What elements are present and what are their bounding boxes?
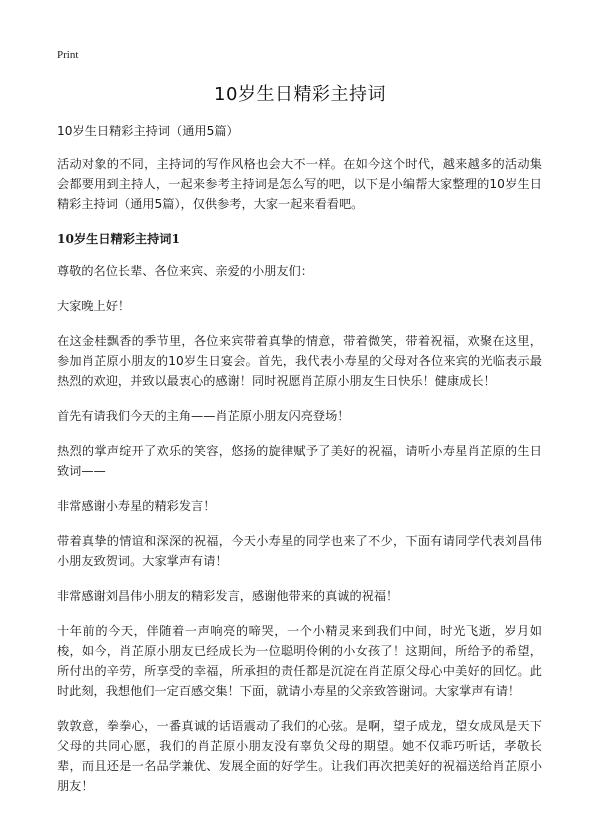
print-link[interactable]: Print: [57, 49, 79, 61]
body-paragraph: 非常感谢刘昌伟小朋友的精彩发言，感谢他带来的真诚的祝福！: [57, 589, 399, 603]
body-paragraph: 在这金桂飘香的季节里，各位来宾带着真挚的情意，带着微笑，带着祝福，欢聚在这里，参加肖芷原小朋友的10岁生日宴会。首先，我代表小寿星的父母对各位来宾的光临表示最热烈的欢迎，并致以最衷心的感谢！同时祝愿肖芷原小朋友生日快乐！健康成长！: [57, 334, 542, 388]
body-paragraph: 热烈的掌声绽开了欢乐的笑容，悠扬的旋律赋予了美好的祝福，请听小寿星肖芷原的生日致词——: [57, 444, 542, 478]
document-title: 10岁生日精彩主持词: [214, 84, 386, 105]
body-paragraph: 非常感谢小寿星的精彩发言！: [57, 499, 216, 513]
body-paragraph: 尊敬的名位长辈、各位来宾、亲爱的小朋友们：: [57, 264, 313, 278]
document-subtitle: 10岁生日精彩主持词（通用5篇）: [57, 124, 239, 138]
body-paragraph: 带着真挚的情谊和深深的祝福，今天小寿星的同学也来了不少，下面有请同学代表刘昌伟小朋友致贺词。大家掌声有请！: [57, 534, 542, 568]
document-body: [57, 121, 542, 811]
body-paragraph: 敦敦意，拳拳心，一番真诚的话语震动了我们的心弦。是啊，望子成龙，望女成凤是天下父母的共同心愿，我们的肖芷原小朋友没有辜负父母的期望。她不仅乖巧听话，孝敬长辈，而且还是一名品学兼优、发展全面的好学生。让我们再次把美好的祝福送给肖芷原小朋友！: [57, 719, 542, 793]
body-paragraph: 大家晚上好！: [57, 299, 131, 313]
body-paragraph: 首先有请我们今天的主角——肖芷原小朋友闪亮登场！: [57, 409, 350, 423]
section-heading: 10岁生日精彩主持词1: [57, 232, 180, 246]
intro-paragraph: 活动对象的不同，主持词的写作风格也会大不一样。在如今这个时代，越来越多的活动集会都要用到主持人，一起来参考主持词是怎么写的吧，以下是小编帮大家整理的10岁生日精彩主持词（通用5篇），仅供参考，大家一起来看看吧。: [57, 157, 542, 211]
body-paragraph: 十年前的今天，伴随着一声响亮的啼哭，一个小精灵来到我们中间，时光飞逝，岁月如梭，如今，肖芷原小朋友已经成长为一位聪明伶俐的小女孩了！这期间，所给予的希望，所付出的辛劳，所享受的幸福，所承担的责任都是沉淀在肖芷原父母心中美好的回忆。此时此刻，我想他们一定百感交集！下面，就请小寿星的父亲致答谢词。大家掌声有请！: [57, 624, 542, 698]
